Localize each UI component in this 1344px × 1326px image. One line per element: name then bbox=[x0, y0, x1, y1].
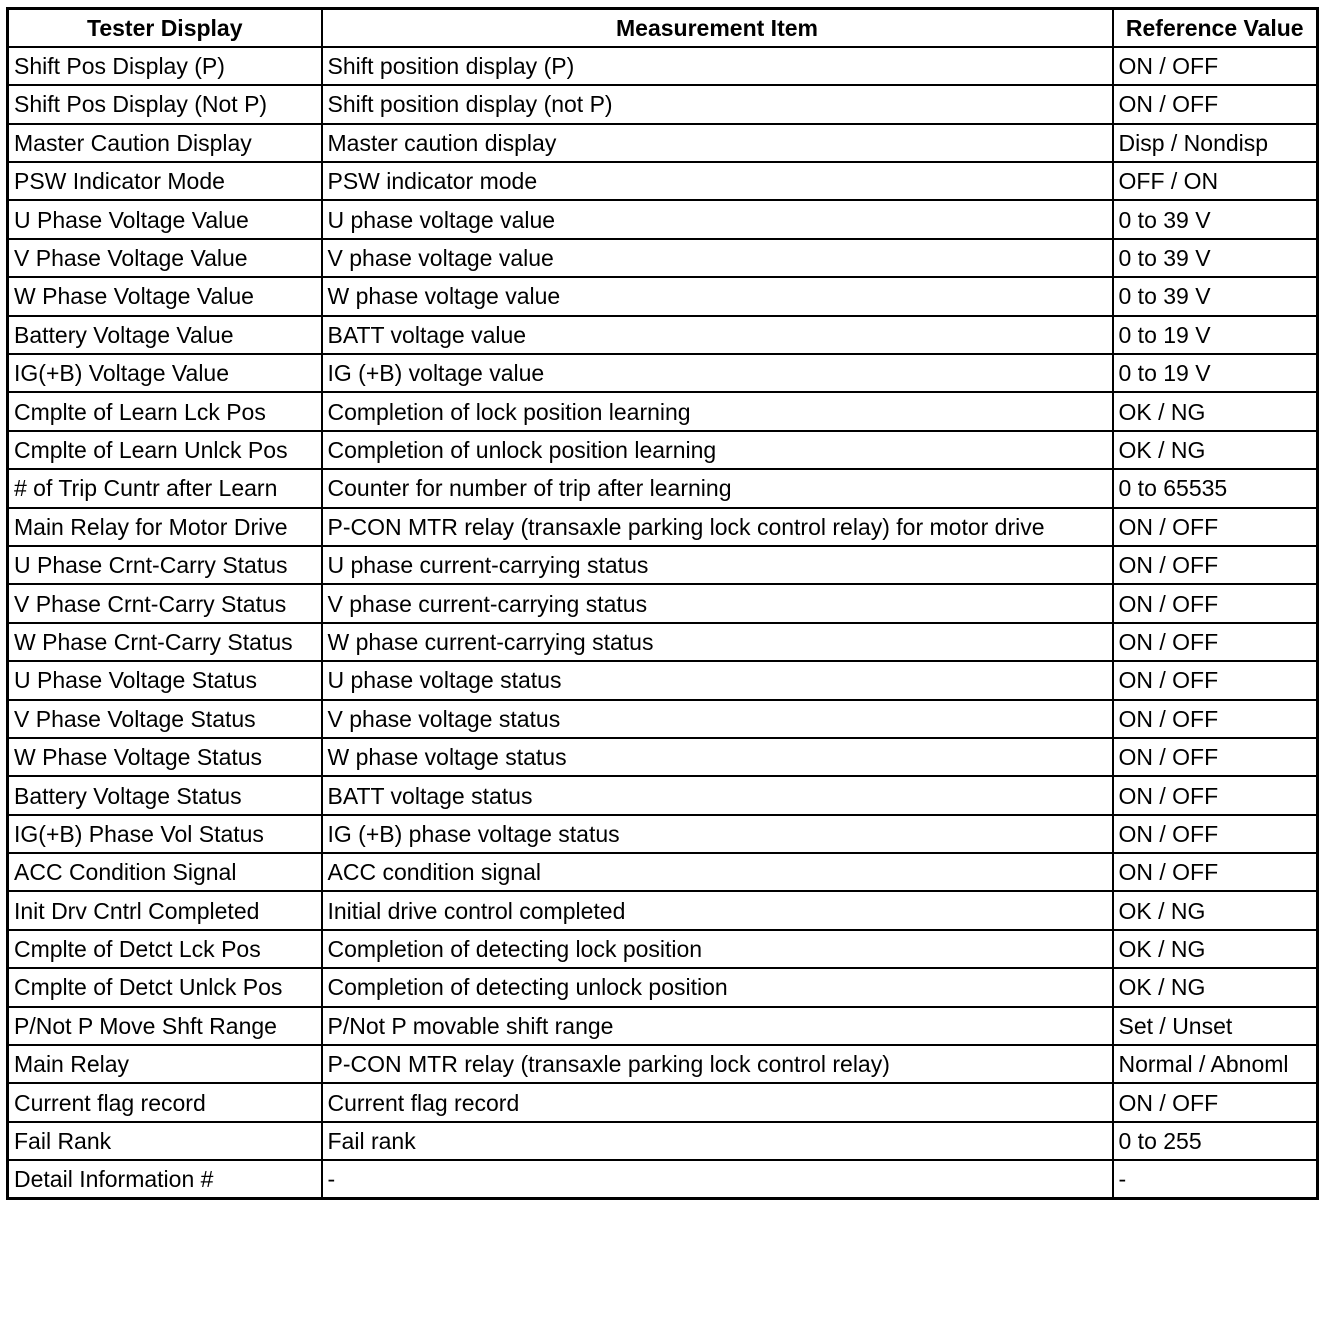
cell-tester-display: Cmplte of Detct Unlck Pos bbox=[8, 968, 322, 1006]
cell-reference-value: 0 to 19 V bbox=[1113, 354, 1318, 392]
cell-tester-display: Main Relay for Motor Drive bbox=[8, 508, 322, 546]
cell-reference-value: ON / OFF bbox=[1113, 853, 1318, 891]
cell-tester-display: PSW Indicator Mode bbox=[8, 162, 322, 200]
table-row bbox=[8, 1122, 1318, 1160]
cell-reference-value: ON / OFF bbox=[1113, 700, 1318, 738]
cell-tester-display: Cmplte of Learn Lck Pos bbox=[8, 392, 322, 430]
header-tester-display: Tester Display bbox=[8, 9, 322, 47]
cell-reference-value: ON / OFF bbox=[1113, 776, 1318, 814]
cell-measurement-item: W phase voltage status bbox=[322, 738, 1113, 776]
table-row bbox=[8, 853, 1318, 891]
cell-tester-display: IG(+B) Phase Vol Status bbox=[8, 815, 322, 853]
cell-measurement-item: U phase voltage status bbox=[322, 661, 1113, 699]
cell-tester-display: Master Caution Display bbox=[8, 124, 322, 162]
cell-measurement-item: U phase current-carrying status bbox=[322, 546, 1113, 584]
cell-tester-display: IG(+B) Voltage Value bbox=[8, 354, 322, 392]
cell-reference-value: ON / OFF bbox=[1113, 508, 1318, 546]
table-row bbox=[8, 354, 1318, 392]
cell-measurement-item: Master caution display bbox=[322, 124, 1113, 162]
table-row bbox=[8, 1007, 1318, 1045]
table-row bbox=[8, 47, 1318, 85]
table-row bbox=[8, 239, 1318, 277]
cell-reference-value: ON / OFF bbox=[1113, 85, 1318, 123]
cell-reference-value: OK / NG bbox=[1113, 930, 1318, 968]
table-row bbox=[8, 546, 1318, 584]
table-row bbox=[8, 392, 1318, 430]
cell-reference-value: OK / NG bbox=[1113, 968, 1318, 1006]
cell-reference-value: ON / OFF bbox=[1113, 815, 1318, 853]
cell-measurement-item: Fail rank bbox=[322, 1122, 1113, 1160]
cell-measurement-item: Completion of unlock position learning bbox=[322, 431, 1113, 469]
cell-measurement-item: IG (+B) voltage value bbox=[322, 354, 1113, 392]
cell-tester-display: Cmplte of Detct Lck Pos bbox=[8, 930, 322, 968]
cell-tester-display: W Phase Crnt-Carry Status bbox=[8, 623, 322, 661]
cell-measurement-item: W phase voltage value bbox=[322, 277, 1113, 315]
table-row bbox=[8, 316, 1318, 354]
cell-reference-value: OK / NG bbox=[1113, 431, 1318, 469]
table-row bbox=[8, 661, 1318, 699]
cell-reference-value: 0 to 19 V bbox=[1113, 316, 1318, 354]
header-row bbox=[8, 9, 1318, 47]
cell-tester-display: Battery Voltage Status bbox=[8, 776, 322, 814]
cell-reference-value: Disp / Nondisp bbox=[1113, 124, 1318, 162]
cell-measurement-item: PSW indicator mode bbox=[322, 162, 1113, 200]
table-row bbox=[8, 584, 1318, 622]
cell-reference-value: ON / OFF bbox=[1113, 661, 1318, 699]
table-row bbox=[8, 1045, 1318, 1083]
table-row bbox=[8, 431, 1318, 469]
cell-tester-display: Fail Rank bbox=[8, 1122, 322, 1160]
cell-reference-value: ON / OFF bbox=[1113, 47, 1318, 85]
cell-tester-display: Init Drv Cntrl Completed bbox=[8, 891, 322, 929]
table-row bbox=[8, 277, 1318, 315]
cell-tester-display: Current flag record bbox=[8, 1083, 322, 1121]
cell-tester-display: Main Relay bbox=[8, 1045, 322, 1083]
header-measurement-item: Measurement Item bbox=[322, 9, 1113, 47]
cell-reference-value: OFF / ON bbox=[1113, 162, 1318, 200]
table-row bbox=[8, 815, 1318, 853]
cell-reference-value: ON / OFF bbox=[1113, 1083, 1318, 1121]
table-row bbox=[8, 891, 1318, 929]
cell-measurement-item: P-CON MTR relay (transaxle parking lock control relay) bbox=[322, 1045, 1113, 1083]
table-body bbox=[8, 47, 1318, 1199]
cell-measurement-item: Shift position display (not P) bbox=[322, 85, 1113, 123]
data-list-table bbox=[6, 7, 1319, 1200]
cell-measurement-item: V phase voltage value bbox=[322, 239, 1113, 277]
table-row bbox=[8, 162, 1318, 200]
cell-measurement-item: Initial drive control completed bbox=[322, 891, 1113, 929]
cell-measurement-item: BATT voltage status bbox=[322, 776, 1113, 814]
cell-measurement-item: Completion of detecting lock position bbox=[322, 930, 1113, 968]
cell-tester-display: W Phase Voltage Value bbox=[8, 277, 322, 315]
table-row bbox=[8, 1083, 1318, 1121]
cell-tester-display: U Phase Voltage Status bbox=[8, 661, 322, 699]
cell-reference-value: 0 to 39 V bbox=[1113, 277, 1318, 315]
cell-tester-display: V Phase Voltage Value bbox=[8, 239, 322, 277]
cell-measurement-item: P/Not P movable shift range bbox=[322, 1007, 1113, 1045]
cell-reference-value: - bbox=[1113, 1160, 1318, 1198]
cell-tester-display: V Phase Voltage Status bbox=[8, 700, 322, 738]
cell-reference-value: 0 to 255 bbox=[1113, 1122, 1318, 1160]
cell-reference-value: Set / Unset bbox=[1113, 1007, 1318, 1045]
cell-tester-display: V Phase Crnt-Carry Status bbox=[8, 584, 322, 622]
cell-reference-value: OK / NG bbox=[1113, 891, 1318, 929]
cell-reference-value: OK / NG bbox=[1113, 392, 1318, 430]
table-row bbox=[8, 124, 1318, 162]
cell-reference-value: 0 to 65535 bbox=[1113, 469, 1318, 507]
cell-measurement-item: Current flag record bbox=[322, 1083, 1113, 1121]
data-list-sheet bbox=[6, 7, 1316, 1200]
cell-tester-display: Battery Voltage Value bbox=[8, 316, 322, 354]
cell-measurement-item: W phase current-carrying status bbox=[322, 623, 1113, 661]
table-row bbox=[8, 469, 1318, 507]
cell-tester-display: Cmplte of Learn Unlck Pos bbox=[8, 431, 322, 469]
cell-measurement-item: IG (+B) phase voltage status bbox=[322, 815, 1113, 853]
cell-reference-value: ON / OFF bbox=[1113, 546, 1318, 584]
cell-reference-value: Normal / Abnoml bbox=[1113, 1045, 1318, 1083]
table-row bbox=[8, 508, 1318, 546]
header-reference-value: Reference Value bbox=[1113, 9, 1318, 47]
cell-measurement-item: Counter for number of trip after learning bbox=[322, 469, 1113, 507]
cell-measurement-item: V phase voltage status bbox=[322, 700, 1113, 738]
cell-tester-display: U Phase Crnt-Carry Status bbox=[8, 546, 322, 584]
cell-tester-display: Shift Pos Display (Not P) bbox=[8, 85, 322, 123]
cell-measurement-item: Completion of lock position learning bbox=[322, 392, 1113, 430]
table-row bbox=[8, 930, 1318, 968]
table-row bbox=[8, 623, 1318, 661]
cell-reference-value: ON / OFF bbox=[1113, 738, 1318, 776]
cell-tester-display: Detail Information # bbox=[8, 1160, 322, 1198]
table-row bbox=[8, 1160, 1318, 1198]
cell-reference-value: 0 to 39 V bbox=[1113, 200, 1318, 238]
cell-reference-value: 0 to 39 V bbox=[1113, 239, 1318, 277]
cell-measurement-item: P-CON MTR relay (transaxle parking lock control relay) for motor drive bbox=[322, 508, 1113, 546]
cell-measurement-item: U phase voltage value bbox=[322, 200, 1113, 238]
table-row bbox=[8, 85, 1318, 123]
cell-tester-display: Shift Pos Display (P) bbox=[8, 47, 322, 85]
cell-measurement-item: Completion of detecting unlock position bbox=[322, 968, 1113, 1006]
table-row bbox=[8, 700, 1318, 738]
cell-tester-display: P/Not P Move Shft Range bbox=[8, 1007, 322, 1045]
cell-reference-value: ON / OFF bbox=[1113, 623, 1318, 661]
cell-measurement-item: Shift position display (P) bbox=[322, 47, 1113, 85]
cell-reference-value: ON / OFF bbox=[1113, 584, 1318, 622]
cell-tester-display: U Phase Voltage Value bbox=[8, 200, 322, 238]
cell-measurement-item: ACC condition signal bbox=[322, 853, 1113, 891]
cell-measurement-item: BATT voltage value bbox=[322, 316, 1113, 354]
cell-measurement-item: V phase current-carrying status bbox=[322, 584, 1113, 622]
table-row bbox=[8, 200, 1318, 238]
cell-tester-display: ACC Condition Signal bbox=[8, 853, 322, 891]
cell-tester-display: # of Trip Cuntr after Learn bbox=[8, 469, 322, 507]
cell-measurement-item: - bbox=[322, 1160, 1113, 1198]
table-row bbox=[8, 968, 1318, 1006]
cell-tester-display: W Phase Voltage Status bbox=[8, 738, 322, 776]
table-row bbox=[8, 776, 1318, 814]
table-row bbox=[8, 738, 1318, 776]
